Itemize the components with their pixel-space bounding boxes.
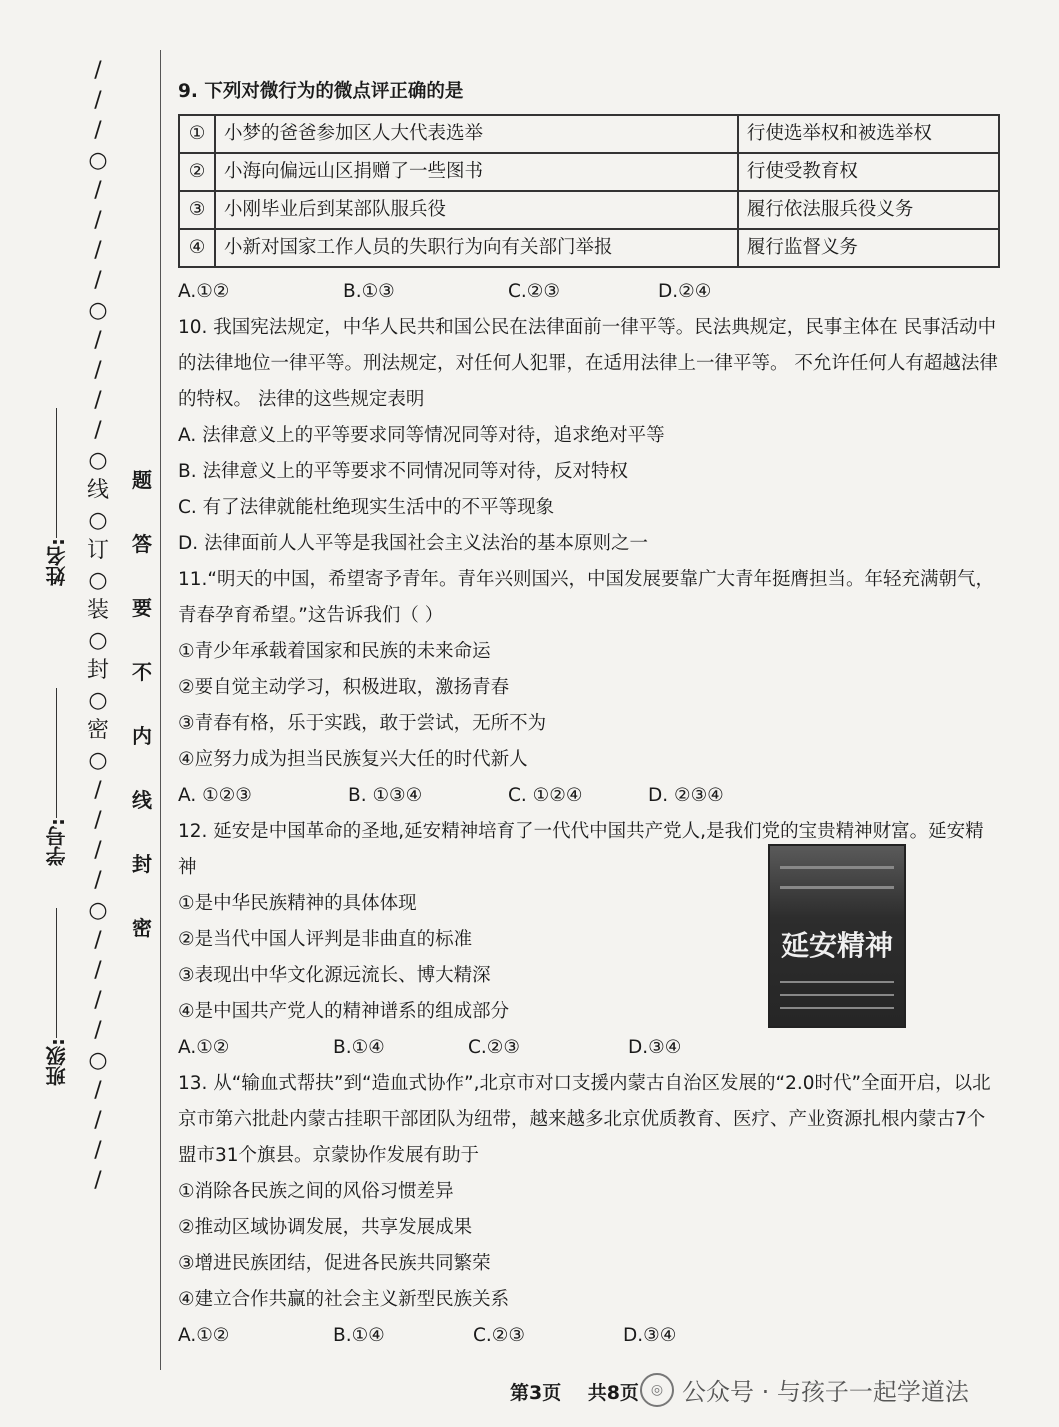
binding-outer-column [84,60,112,1200]
q13-item: ④建立合作共赢的社会主义新型民族关系 [178,1289,510,1310]
binding-mark: 要 [132,596,152,620]
q9-row-action: 小海向偏远山区捐赠了一些图书 [215,153,738,191]
q9-row-comment: 履行依法服兵役义务 [738,191,999,229]
q12-stem: 12. 延安是中国革命的圣地,延安精神培育了一代代中国共产党人,是我们党的宝贵精神财富。延安精神 [178,821,984,878]
question-content [178,74,998,1354]
q10-option-a[interactable]: A. 法律意义上的平等要求同等情况同等对待，追求绝对平等 [178,425,665,446]
name-field-label: 姓名: [44,538,69,586]
q9-options [178,274,998,310]
student-id-field-line [56,688,57,818]
binding-mark: ○ [88,298,108,323]
q13-item: ①消除各民族之间的风俗习惯差异 [178,1181,454,1202]
binding-mark: ○ [88,508,108,533]
q9-row-comment: 行使选举权和被选举权 [738,115,999,153]
q9-row [179,153,999,191]
q10-option-d[interactable]: D. 法律面前人人平等是我国社会主义法治的基本原则之一 [178,533,649,554]
q11-item: ②要自觉主动学习，积极进取，激扬青春 [178,677,510,698]
q10-stem: 10. 我国宪法规定，中华人民共和国公民在法律面前一律平等。民法典规定，民事主体在 民事活动中的法律地位一律平等。刑法规定，对任何人犯罪，在适用法律上一律平等。 不允许任何人有超越法律的特权。 法律的这些规定表明 [178,317,998,410]
name-field-line [56,408,57,538]
q12-item: ②是当代中国人评判是非曲直的标准 [178,929,473,950]
q12-option-c[interactable]: C.②③ [468,1037,520,1058]
q10-option-b[interactable]: B. 法律意义上的平等要求不同情况同等对待，反对特权 [178,461,628,482]
q9-option-b[interactable]: B.①③ [343,281,395,302]
binding-mark: / [94,988,102,1013]
q11-item: ①青少年承载着国家和民族的未来命运 [178,641,491,662]
q12-options [178,1030,998,1066]
binding-mark: / [94,58,102,83]
book-band [780,1007,894,1009]
binding-mark: / [94,1138,102,1163]
binding-mark: / [94,418,102,443]
binding-mark: 密 [86,718,109,743]
binding-mark: / [94,208,102,233]
q13-option-b[interactable]: B.①④ [333,1325,385,1346]
name-field [36,400,76,586]
class-field-line [56,908,57,1038]
binding-mark: / [94,778,102,803]
q9-row [179,229,999,267]
binding-mark: 不 [132,660,152,684]
q9-table [178,114,1000,268]
q11-option-d[interactable]: D. ②③④ [648,785,724,806]
binding-mark: 封 [132,852,152,876]
q9-row-num: ③ [179,191,215,229]
binding-mark: ○ [88,448,108,473]
yanan-spirit-book-image [768,844,906,1028]
binding-mark: / [94,808,102,833]
binding-mark: / [94,358,102,383]
q9-row-num: ① [179,115,215,153]
page-current: 第3页 [510,1382,562,1404]
q9-row [179,115,999,153]
binding-mark: / [94,1108,102,1133]
q11-stem: 11.“明天的中国，希望寄予青年。青年兴则国兴，中国发展要靠广大青年挺膺担当。年轻充满朝气，青春孕育希望。”这告诉我们（ ） [178,569,995,626]
q9-row [179,191,999,229]
binding-mark: ○ [88,748,108,773]
q13-stem: 13. 从“输血式帮扶”到“造血式协作”,北京市对口支援内蒙古自治区发展的“2.0时代”全面开启，以北京市第六批赴内蒙古挂职干部团队为纽带，越来越多北京优质教育、医疗、产业资源扎根内蒙古7个盟市31个旗县。京蒙协作发展有助于 [178,1073,991,1166]
q11-option-b[interactable]: B. ①③④ [348,785,423,806]
q9-row-comment: 行使受教育权 [738,153,999,191]
student-id-field [36,680,76,866]
book-band [780,994,894,996]
binding-mark: 订 [86,538,109,563]
q13-option-a[interactable]: A.①② [178,1325,230,1346]
binding-mark: ○ [88,1048,108,1073]
binding-mark: 答 [132,532,152,556]
q9-title: 9. 下列对微行为的微点评正确的是 [178,81,464,102]
q11-option-a[interactable]: A. ①②③ [178,785,252,806]
binding-mark: / [94,178,102,203]
q10-option-c[interactable]: C. 有了法律就能杜绝现实生活中的不平等现象 [178,497,555,518]
binding-mark: / [94,388,102,413]
page-total: 共8页 [587,1382,639,1404]
book-band [780,886,894,889]
q9-option-a[interactable]: A.①② [178,281,230,302]
binding-mark: / [94,118,102,143]
q13-item: ②推动区域协调发展，共享发展成果 [178,1217,473,1238]
question-9 [178,74,998,310]
question-13 [178,1066,998,1354]
binding-mark: ○ [88,688,108,713]
book-band [780,866,894,869]
q9-row-num: ② [179,153,215,191]
wechat-watermark [640,1372,969,1407]
q12-item: ①是中华民族精神的具体体现 [178,893,417,914]
question-10 [178,310,998,562]
q13-item: ③增进民族团结，促进各民族共同繁荣 [178,1253,491,1274]
q9-row-comment: 履行监督义务 [738,229,999,267]
binding-mark: / [94,238,102,263]
binding-mark: ○ [88,148,108,173]
binding-mark: / [94,838,102,863]
q12-option-d[interactable]: D.③④ [628,1037,682,1058]
binding-mark: / [94,1078,102,1103]
q11-option-c[interactable]: C. ①②④ [508,785,583,806]
student-id-field-label: 学号: [44,818,69,866]
q13-options [178,1318,998,1354]
binding-inner-column [128,470,156,982]
binding-rule-line [160,50,161,1370]
q12-item: ③表现出中华文化源远流长、博大精深 [178,965,491,986]
binding-mark: / [94,928,102,953]
binding-mark: ○ [88,568,108,593]
q9-row-num: ④ [179,229,215,267]
binding-mark: 题 [132,468,152,492]
binding-mark: 封 [86,658,109,683]
q11-item: ③青春有格，乐于实践，敢于尝试，无所不为 [178,713,547,734]
class-field [36,900,76,1086]
binding-mark: / [94,868,102,893]
page-number [510,1378,639,1405]
binding-mark: 线 [86,478,109,503]
q9-row-action: 小新对国家工作人员的失职行为向有关部门举报 [215,229,738,267]
q12-option-b[interactable]: B.①④ [333,1037,385,1058]
question-11 [178,562,998,814]
book-title: 延安精神 [780,929,893,962]
q13-option-d[interactable]: D.③④ [623,1325,677,1346]
q11-item: ④应努力成为担当民族复兴大任的时代新人 [178,749,528,770]
binding-mark: 内 [132,724,152,748]
binding-mark: / [94,1168,102,1193]
q9-row-action: 小刚毕业后到某部队服兵役 [215,191,738,229]
binding-mark: 密 [132,916,152,940]
binding-mark: ○ [88,898,108,923]
watermark-text: 公众号 · 与孩子一起学道法 [682,1378,969,1406]
binding-mark: / [94,328,102,353]
q9-row-action: 小梦的爸爸参加区人大代表选举 [215,115,738,153]
binding-mark: / [94,1018,102,1043]
binding-mark: / [94,958,102,983]
wechat-icon: ◎ [640,1373,674,1407]
q12-option-a[interactable]: A.①② [178,1037,230,1058]
binding-mark: / [94,88,102,113]
q9-option-c[interactable]: C.②③ [508,281,560,302]
binding-mark: ○ [88,628,108,653]
binding-mark: 装 [86,598,109,623]
question-12 [178,814,998,1066]
q11-options [178,778,998,814]
q9-option-d[interactable]: D.②④ [658,281,712,302]
q13-option-c[interactable]: C.②③ [473,1325,525,1346]
class-field-label: 班级: [44,1038,69,1086]
q12-item: ④是中国共产党人的精神谱系的组成部分 [178,1001,510,1022]
binding-mark: 线 [132,788,152,812]
binding-mark: / [94,268,102,293]
book-band [780,981,894,983]
